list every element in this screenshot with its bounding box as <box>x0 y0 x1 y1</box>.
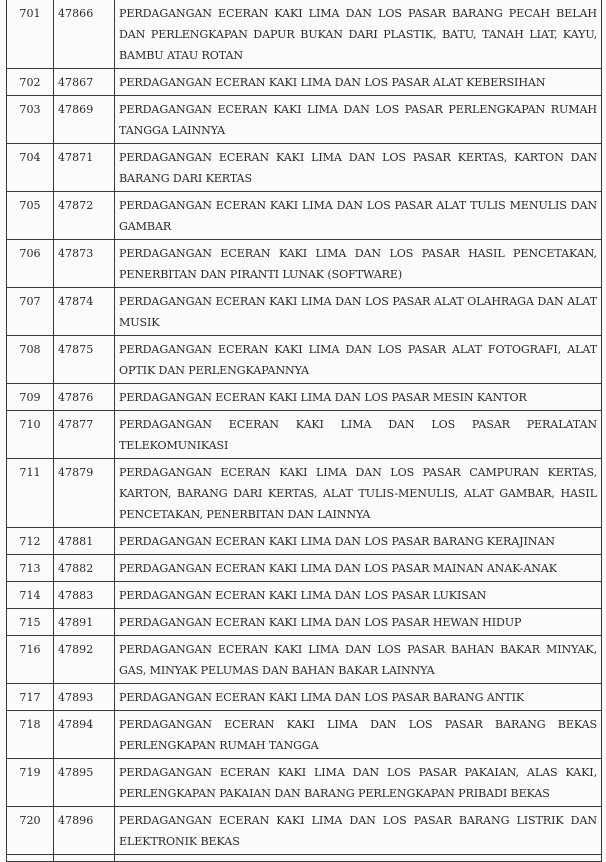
kbli-code: 47883 <box>54 582 115 609</box>
table-row <box>7 684 602 711</box>
table-row <box>7 528 602 555</box>
kbli-code: 47876 <box>54 384 115 411</box>
table-row <box>7 384 602 411</box>
kbli-description: PERDAGANGAN ECERAN KAKI LIMA DAN LOS PASAR ALAT FOTOGRAFI, ALAT OPTIK DAN PERLENGKAPANNYA <box>115 336 602 384</box>
document-page <box>6 0 602 862</box>
cut-cell <box>54 855 115 862</box>
kbli-description: PERDAGANGAN ECERAN KAKI LIMA DAN LOS PASAR MAINAN ANAK-ANAK <box>115 555 602 582</box>
row-number: 717 <box>7 684 54 711</box>
table-row <box>7 69 602 96</box>
table-row <box>7 336 602 384</box>
table-row <box>7 144 602 192</box>
row-number: 719 <box>7 759 54 807</box>
table-row <box>7 96 602 144</box>
cut-cell <box>7 855 54 862</box>
kbli-code: 47875 <box>54 336 115 384</box>
table-row-cut-off <box>7 855 602 862</box>
table-row <box>7 582 602 609</box>
kbli-code: 47877 <box>54 411 115 459</box>
kbli-description: PERDAGANGAN ECERAN KAKI LIMA DAN LOS PASAR BARANG PECAH BELAH DAN PERLENGKAPAN DAPUR BUKAN DARI PLASTIK, BATU, TANAH LIAT, KAYU, BAMBU ATAU ROTAN <box>115 0 602 69</box>
row-number: 711 <box>7 459 54 528</box>
kbli-description: PERDAGANGAN ECERAN KAKI LIMA DAN LOS PASAR PERLENGKAPAN RUMAH TANGGA LAINNYA <box>115 96 602 144</box>
kbli-description: PERDAGANGAN ECERAN KAKI LIMA DAN LOS PASAR HEWAN HIDUP <box>115 609 602 636</box>
row-number: 707 <box>7 288 54 336</box>
table-row <box>7 411 602 459</box>
kbli-description: PERDAGANGAN ECERAN KAKI LIMA DAN LOS PASAR PAKAIAN, ALAS KAKI, PERLENGKAPAN PAKAIAN DAN BARANG PERLENGKAPAN PRIBADI BEKAS <box>115 759 602 807</box>
row-number: 714 <box>7 582 54 609</box>
kbli-description: PERDAGANGAN ECERAN KAKI LIMA DAN LOS PASAR ALAT OLAHRAGA DAN ALAT MUSIK <box>115 288 602 336</box>
kbli-code: 47871 <box>54 144 115 192</box>
row-number: 716 <box>7 636 54 684</box>
kbli-code: 47892 <box>54 636 115 684</box>
kbli-code: 47894 <box>54 711 115 759</box>
kbli-code: 47893 <box>54 684 115 711</box>
row-number: 709 <box>7 384 54 411</box>
table-row <box>7 192 602 240</box>
table-row <box>7 555 602 582</box>
row-number: 708 <box>7 336 54 384</box>
kbli-description: PERDAGANGAN ECERAN KAKI LIMA DAN LOS PASAR PERALATAN TELEKOMUNIKASI <box>115 411 602 459</box>
table-row <box>7 0 602 69</box>
kbli-code: 47873 <box>54 240 115 288</box>
kbli-code: 47896 <box>54 807 115 855</box>
kbli-code: 47891 <box>54 609 115 636</box>
row-number: 718 <box>7 711 54 759</box>
kbli-code: 47874 <box>54 288 115 336</box>
kbli-code: 47881 <box>54 528 115 555</box>
row-number: 706 <box>7 240 54 288</box>
table-row <box>7 711 602 759</box>
row-number: 715 <box>7 609 54 636</box>
row-number: 702 <box>7 69 54 96</box>
kbli-description: PERDAGANGAN ECERAN KAKI LIMA DAN LOS PASAR BARANG LISTRIK DAN ELEKTRONIK BEKAS <box>115 807 602 855</box>
kbli-table-body <box>7 0 602 862</box>
row-number: 704 <box>7 144 54 192</box>
kbli-table <box>6 0 602 862</box>
kbli-code: 47869 <box>54 96 115 144</box>
row-number: 713 <box>7 555 54 582</box>
table-row <box>7 288 602 336</box>
kbli-description: PERDAGANGAN ECERAN KAKI LIMA DAN LOS PASAR LUKISAN <box>115 582 602 609</box>
row-number: 705 <box>7 192 54 240</box>
kbli-description: PERDAGANGAN ECERAN KAKI LIMA DAN LOS PASAR CAMPURAN KERTAS, KARTON, BARANG DARI KERTAS, ALAT TULIS-MENULIS, ALAT GAMBAR, HASIL PENCETAKAN, PENERBITAN DAN LAINNYA <box>115 459 602 528</box>
kbli-description: PERDAGANGAN ECERAN KAKI LIMA DAN LOS PASAR ALAT TULIS MENULIS DAN GAMBAR <box>115 192 602 240</box>
table-row <box>7 609 602 636</box>
kbli-code: 47895 <box>54 759 115 807</box>
kbli-description: PERDAGANGAN ECERAN KAKI LIMA DAN LOS PASAR BARANG BEKAS PERLENGKAPAN RUMAH TANGGA <box>115 711 602 759</box>
table-row <box>7 759 602 807</box>
table-row <box>7 459 602 528</box>
kbli-description: PERDAGANGAN ECERAN KAKI LIMA DAN LOS PASAR HASIL PENCETAKAN, PENERBITAN DAN PIRANTI LUNAK (SOFTWARE) <box>115 240 602 288</box>
row-number: 710 <box>7 411 54 459</box>
row-number: 720 <box>7 807 54 855</box>
table-row <box>7 240 602 288</box>
kbli-description: PERDAGANGAN ECERAN KAKI LIMA DAN LOS PASAR BARANG KERAJINAN <box>115 528 602 555</box>
kbli-code: 47872 <box>54 192 115 240</box>
row-number: 712 <box>7 528 54 555</box>
kbli-code: 47867 <box>54 69 115 96</box>
kbli-code: 47866 <box>54 0 115 69</box>
kbli-description: PERDAGANGAN ECERAN KAKI LIMA DAN LOS PASAR KERTAS, KARTON DAN BARANG DARI KERTAS <box>115 144 602 192</box>
kbli-description: PERDAGANGAN ECERAN KAKI LIMA DAN LOS PASAR ALAT KEBERSIHAN <box>115 69 602 96</box>
row-number: 701 <box>7 0 54 69</box>
table-row <box>7 636 602 684</box>
table-row <box>7 807 602 855</box>
kbli-description: PERDAGANGAN ECERAN KAKI LIMA DAN LOS PASAR BAHAN BAKAR MINYAK, GAS, MINYAK PELUMAS DAN BAHAN BAKAR LAINNYA <box>115 636 602 684</box>
kbli-description: PERDAGANGAN ECERAN KAKI LIMA DAN LOS PASAR BARANG ANTIK <box>115 684 602 711</box>
row-number: 703 <box>7 96 54 144</box>
kbli-code: 47882 <box>54 555 115 582</box>
kbli-code: 47879 <box>54 459 115 528</box>
kbli-description: PERDAGANGAN ECERAN KAKI LIMA DAN LOS PASAR MESIN KANTOR <box>115 384 602 411</box>
cut-cell <box>115 855 602 862</box>
